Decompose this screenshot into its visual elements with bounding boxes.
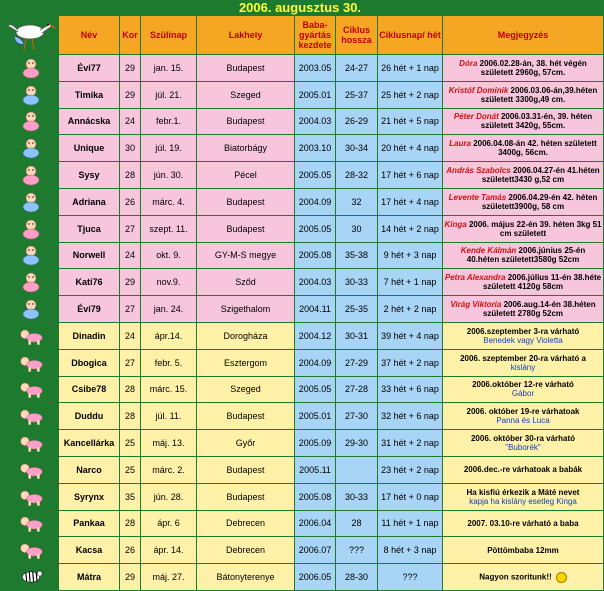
row-day: 14 hét + 2 nap: [378, 216, 442, 242]
baby-boy-icon: [18, 244, 44, 266]
row-age: 27: [120, 296, 140, 322]
table-row: [3, 135, 603, 161]
note-b: 2006.04.27-én 41.héten született3430 g,52 cm: [481, 166, 600, 185]
table-row: [3, 162, 603, 188]
row-name: Timika: [59, 82, 119, 108]
row-cycle: 30-33: [336, 269, 377, 295]
row-icon-cell: [3, 162, 58, 188]
table-row: [3, 403, 603, 429]
row-cycle: 27-30: [336, 403, 377, 429]
row-icon-cell: [3, 109, 58, 135]
row-note: [443, 109, 603, 135]
row-cycle: 32: [336, 189, 377, 215]
row-start: 2004.03: [295, 269, 335, 295]
note-b: 2006.03.31-én, 39. héten született 3420g, 55cm.: [480, 112, 593, 131]
row-age: 29: [120, 564, 140, 590]
row-cycle: 27-28: [336, 377, 377, 403]
row-city: GY-M-S megye: [197, 243, 294, 269]
note-b: "Buborék": [505, 443, 541, 453]
row-note: [443, 350, 603, 376]
crawling-baby-icon: [18, 352, 44, 374]
note-a: 2006.október 12-re várható: [472, 380, 574, 390]
row-birthday: nov.9.: [141, 269, 196, 295]
row-start: 2005.01: [295, 82, 335, 108]
row-birthday: febr.1.: [141, 109, 196, 135]
row-cycle: 27-29: [336, 350, 377, 376]
table-row: [3, 55, 603, 81]
row-cycle: 28: [336, 511, 377, 537]
row-age: 25: [120, 430, 140, 456]
row-day: 23 hét + 2 nap: [378, 457, 442, 483]
row-age: 25: [120, 457, 140, 483]
note-b: 2006.július 11-én 38.héte született 4120g 58cm: [482, 273, 602, 292]
crawling-baby-icon: [18, 378, 44, 400]
row-city: Pécel: [197, 162, 294, 188]
row-age: 29: [120, 82, 140, 108]
row-note: [443, 135, 603, 161]
row-note: [443, 55, 603, 81]
note-b: kapja ha kislány esetleg Kinga: [469, 496, 577, 506]
row-day: 31 hét + 2 nap: [378, 430, 442, 456]
row-start: 2004.03: [295, 109, 335, 135]
note-a: 2006.dec.-re várhatoak a babák: [463, 465, 583, 475]
page-title: 2006. augusztus 30.: [238, 0, 362, 15]
note-a: Pöttömbaba 12mm: [487, 545, 559, 555]
row-icon-cell: [3, 484, 58, 510]
row-day: 17 hét + 4 nap: [378, 189, 442, 215]
row-note: [443, 323, 603, 349]
row-icon-cell: [3, 82, 58, 108]
note-b: 2006.04.08-án 42. héten született 3400g, 56cm.: [470, 139, 597, 158]
row-icon-cell: [3, 511, 58, 537]
crawling-baby-icon: [18, 432, 44, 454]
row-age: 28: [120, 377, 140, 403]
row-start: 2004.09: [295, 189, 335, 215]
row-birthday: ápr. 6: [141, 511, 196, 537]
row-birthday: júl. 11.: [141, 403, 196, 429]
row-age: 28: [120, 162, 140, 188]
row-birthday: jún. 28.: [141, 484, 196, 510]
row-day: 33 hét + 6 nap: [378, 377, 442, 403]
row-start: 2006.07: [295, 537, 335, 563]
row-age: 28: [120, 511, 140, 537]
row-city: Budapest: [197, 55, 294, 81]
row-note: [443, 243, 603, 269]
crawling-baby-icon: [18, 459, 44, 481]
note-a: 2006. október 19-re várhatoak: [466, 407, 580, 417]
table-row: [3, 82, 603, 108]
row-icon-cell: [3, 296, 58, 322]
row-city: Budapest: [197, 189, 294, 215]
row-name: Kancellárka: [59, 430, 119, 456]
header-city: Lakhely: [197, 16, 294, 54]
row-cycle: 28-30: [336, 564, 377, 590]
row-start: 2005.08: [295, 484, 335, 510]
row-birthday: júl. 21.: [141, 82, 196, 108]
row-day: 11 hét + 1 nap: [378, 511, 442, 537]
baby-boy-icon: [18, 137, 44, 159]
row-cycle: 26-29: [336, 109, 377, 135]
row-name: Dbogica: [59, 350, 119, 376]
row-start: 2003.10: [295, 135, 335, 161]
row-age: 29: [120, 55, 140, 81]
row-age: 35: [120, 484, 140, 510]
table-row: [3, 216, 603, 242]
row-start: 2005.01: [295, 403, 335, 429]
row-birthday: márc. 2.: [141, 457, 196, 483]
row-start: 2005.05: [295, 216, 335, 242]
header-name: Név: [59, 16, 119, 54]
note-a: 2006.szeptember 3-ra várható: [466, 326, 580, 336]
header-cycle: Ciklus hossza: [336, 16, 377, 54]
row-name: Kati76: [59, 269, 119, 295]
row-city: Esztergom: [197, 350, 294, 376]
row-icon-cell: [3, 457, 58, 483]
row-cycle: 35-38: [336, 243, 377, 269]
row-birthday: máj. 13.: [141, 430, 196, 456]
note-b: 2006.június 25-én 40.héten született3580g 52cm: [466, 246, 586, 265]
table-row: [3, 484, 603, 510]
note-a: 2007. 03.10-re várható a baba: [467, 518, 579, 528]
row-age: 24: [120, 243, 140, 269]
row-start: 2005.11: [295, 457, 335, 483]
page: [2, 0, 602, 583]
row-age: 26: [120, 537, 140, 563]
row-city: Szeged: [197, 377, 294, 403]
note-b: Panna és Luca: [496, 416, 550, 426]
row-city: Budapest: [197, 484, 294, 510]
row-city: Bátonyterenye: [197, 564, 294, 590]
note-a: Petra Alexandra: [444, 273, 506, 283]
row-note: [443, 403, 603, 429]
row-day: 9 hét + 3 nap: [378, 243, 442, 269]
baby-girl-icon: [18, 164, 44, 186]
row-birthday: ápr.14.: [141, 323, 196, 349]
table-row: [3, 457, 603, 483]
crawling-baby-icon: [18, 325, 44, 347]
table-row: [3, 109, 603, 135]
row-start: 2005.05: [295, 377, 335, 403]
table-body: [3, 55, 603, 590]
table-row: [3, 323, 603, 349]
row-start: 2006.04: [295, 511, 335, 537]
row-city: Sződ: [197, 269, 294, 295]
note-b: Gábor: [511, 389, 535, 399]
row-age: 30: [120, 135, 140, 161]
row-day: 8 hét + 3 nap: [378, 537, 442, 563]
note-b: 2006.03.06-án,39.héten született 3300g,49 cm.: [480, 85, 598, 104]
row-note: [443, 82, 603, 108]
row-age: 24: [120, 323, 140, 349]
row-age: 27: [120, 216, 140, 242]
table-row: [3, 511, 603, 537]
row-cycle: 28-32: [336, 162, 377, 188]
row-name: Norwell: [59, 243, 119, 269]
note-b: Benedek vagy Violetta: [483, 335, 563, 345]
row-icon-cell: [3, 430, 58, 456]
row-cycle: 30: [336, 216, 377, 242]
note-a: Virág Viktoria: [450, 300, 502, 310]
row-day: 21 hét + 5 nap: [378, 109, 442, 135]
table-row: [3, 243, 603, 269]
table-row: [3, 296, 603, 322]
baby-girl-icon: [18, 110, 44, 132]
table-row: [3, 269, 603, 295]
note-b: kislány: [510, 362, 536, 372]
note-a: Kristóf Dominik: [448, 85, 509, 95]
row-start: 2004.12: [295, 323, 335, 349]
note-b: 2006.04.29-én 42. héten született3900g, 58 cm: [481, 192, 598, 211]
row-city: Győr: [197, 430, 294, 456]
row-name: Annácska: [59, 109, 119, 135]
crawling-baby-icon: [18, 512, 44, 534]
row-cycle: 25-35: [336, 296, 377, 322]
row-start: 2006.05: [295, 564, 335, 590]
row-cycle: 30-33: [336, 484, 377, 510]
row-city: Budapest: [197, 216, 294, 242]
row-day: 2 hét + 2 nap: [378, 296, 442, 322]
row-cycle: 24-27: [336, 55, 377, 81]
row-note: [443, 537, 603, 563]
row-start: 2004.09: [295, 350, 335, 376]
row-birthday: szept. 11.: [141, 216, 196, 242]
row-note: [443, 564, 603, 590]
row-icon-cell: [3, 377, 58, 403]
row-icon-cell: [3, 323, 58, 349]
baby-boy-icon: [18, 298, 44, 320]
row-city: Budapest: [197, 109, 294, 135]
row-start: 2005.05: [295, 162, 335, 188]
header-day: Ciklusnap/ hét: [378, 16, 442, 54]
row-name: Dinadin: [59, 323, 119, 349]
row-day: ???: [378, 564, 442, 590]
row-start: 2005.08: [295, 243, 335, 269]
note-a: Laura: [449, 139, 471, 149]
row-birthday: febr. 5.: [141, 350, 196, 376]
row-age: 29: [120, 269, 140, 295]
note-a: Dóra: [459, 58, 478, 68]
row-name: Kacsa: [59, 537, 119, 563]
header-row: [3, 16, 603, 54]
row-cycle: ???: [336, 537, 377, 563]
row-name: Sysy: [59, 162, 119, 188]
note-b: 2006.02.28-án, 38. hét végén született 2960g, 57cm.: [477, 58, 587, 77]
table-row: [3, 350, 603, 376]
table-row: [3, 564, 603, 590]
baby-girl-icon: [18, 57, 44, 79]
row-icon-cell: [3, 243, 58, 269]
note-a: 2006. október 30-ra várható: [470, 434, 576, 444]
row-day: 20 hét + 4 nap: [378, 135, 442, 161]
row-cycle: 30-34: [336, 135, 377, 161]
row-birthday: okt. 9.: [141, 243, 196, 269]
crawling-baby-icon: [18, 539, 44, 561]
row-day: 25 hét + 2 nap: [378, 82, 442, 108]
note-a: Nagyon szoritunk!!: [479, 572, 552, 582]
note-a: Kinga: [444, 219, 467, 229]
header-note: Megjegyzés: [443, 16, 603, 54]
row-day: 37 hét + 2 nap: [378, 350, 442, 376]
baby-boy-icon: [18, 191, 44, 213]
smiley-icon: [556, 572, 567, 583]
row-note: [443, 296, 603, 322]
row-icon-cell: [3, 403, 58, 429]
table-row: [3, 430, 603, 456]
row-day: 26 hét + 1 nap: [378, 55, 442, 81]
table-row: [3, 537, 603, 563]
table-row: [3, 189, 603, 215]
row-birthday: jan. 24.: [141, 296, 196, 322]
row-cycle: 30-31: [336, 323, 377, 349]
note-a: Péter Donát: [453, 112, 499, 122]
row-icon-cell: [3, 564, 58, 590]
baby-boy-icon: [18, 84, 44, 106]
note-a: Ha kisfiú érkezik a Máté nevet: [466, 487, 580, 497]
row-city: Szigethalom: [197, 296, 294, 322]
row-note: [443, 269, 603, 295]
row-day: 17 hét + 6 nap: [378, 162, 442, 188]
row-name: Évi79: [59, 296, 119, 322]
row-city: Budapest: [197, 403, 294, 429]
row-name: Duddu: [59, 403, 119, 429]
note-a: Kende Kálmán: [460, 246, 517, 256]
note-a: 2006. szeptember 20-ra várható a: [460, 353, 586, 363]
row-birthday: márc. 4.: [141, 189, 196, 215]
row-birthday: ápr. 14.: [141, 537, 196, 563]
zebra-icon: [18, 566, 44, 588]
row-note: [443, 189, 603, 215]
row-name: Évi77: [59, 55, 119, 81]
row-note: [443, 377, 603, 403]
row-note: [443, 216, 603, 242]
row-note: [443, 484, 603, 510]
note-b: 2006.aug.14-én 38.héten született 2780g 52cm: [482, 300, 596, 319]
row-note: [443, 162, 603, 188]
baby-girl-icon: [18, 218, 44, 240]
row-cycle: 25-37: [336, 82, 377, 108]
header-birthday: Szülinap: [141, 16, 196, 54]
row-name: Unique: [59, 135, 119, 161]
row-note: [443, 430, 603, 456]
row-name: Narco: [59, 457, 119, 483]
crawling-baby-icon: [18, 486, 44, 508]
row-icon-cell: [3, 216, 58, 242]
row-icon-cell: [3, 537, 58, 563]
stork-icon: [6, 16, 56, 52]
row-icon-cell: [3, 135, 58, 161]
row-day: 39 hét + 4 nap: [378, 323, 442, 349]
header-start: Baba-gyártás kezdete: [295, 16, 335, 54]
row-birthday: jan. 15.: [141, 55, 196, 81]
table-row: [3, 377, 603, 403]
row-age: 28: [120, 403, 140, 429]
row-start: 2005.09: [295, 430, 335, 456]
row-birthday: márc. 15.: [141, 377, 196, 403]
row-start: 2004.11: [295, 296, 335, 322]
row-day: 7 hét + 1 nap: [378, 269, 442, 295]
row-icon-cell: [3, 350, 58, 376]
crawling-baby-icon: [18, 405, 44, 427]
row-name: Mátra: [59, 564, 119, 590]
row-icon-cell: [3, 189, 58, 215]
row-name: Adriana: [59, 189, 119, 215]
row-city: Debrecen: [197, 511, 294, 537]
row-birthday: máj. 27.: [141, 564, 196, 590]
row-city: Szeged: [197, 82, 294, 108]
note-a: Levente Tamás: [448, 192, 507, 202]
note-a: András Szabolcs: [446, 166, 511, 176]
row-age: 24: [120, 109, 140, 135]
row-day: 32 hét + 6 nap: [378, 403, 442, 429]
row-city: Biatorbágy: [197, 135, 294, 161]
baby-girl-icon: [18, 271, 44, 293]
stork-cell: [3, 16, 58, 54]
row-name: Syrynx: [59, 484, 119, 510]
row-note: [443, 457, 603, 483]
row-start: 2003.05: [295, 55, 335, 81]
baby-table: [2, 15, 604, 591]
row-cycle: 29-30: [336, 430, 377, 456]
note-b: 2006. május 22-én 39. héten 3kg 51 cm született: [466, 219, 602, 238]
row-city: Budapest: [197, 457, 294, 483]
row-name: Pankaa: [59, 511, 119, 537]
row-cycle: [336, 457, 377, 483]
row-name: Tjuca: [59, 216, 119, 242]
row-birthday: júl. 19.: [141, 135, 196, 161]
row-name: Csibe78: [59, 377, 119, 403]
row-note: [443, 511, 603, 537]
row-day: 17 hét + 0 nap: [378, 484, 442, 510]
header-age: Kor: [120, 16, 140, 54]
row-age: 26: [120, 189, 140, 215]
row-city: Debrecen: [197, 537, 294, 563]
row-age: 27: [120, 350, 140, 376]
row-city: Dorogháza: [197, 323, 294, 349]
row-birthday: jún. 30.: [141, 162, 196, 188]
row-icon-cell: [3, 269, 58, 295]
row-icon-cell: [3, 55, 58, 81]
